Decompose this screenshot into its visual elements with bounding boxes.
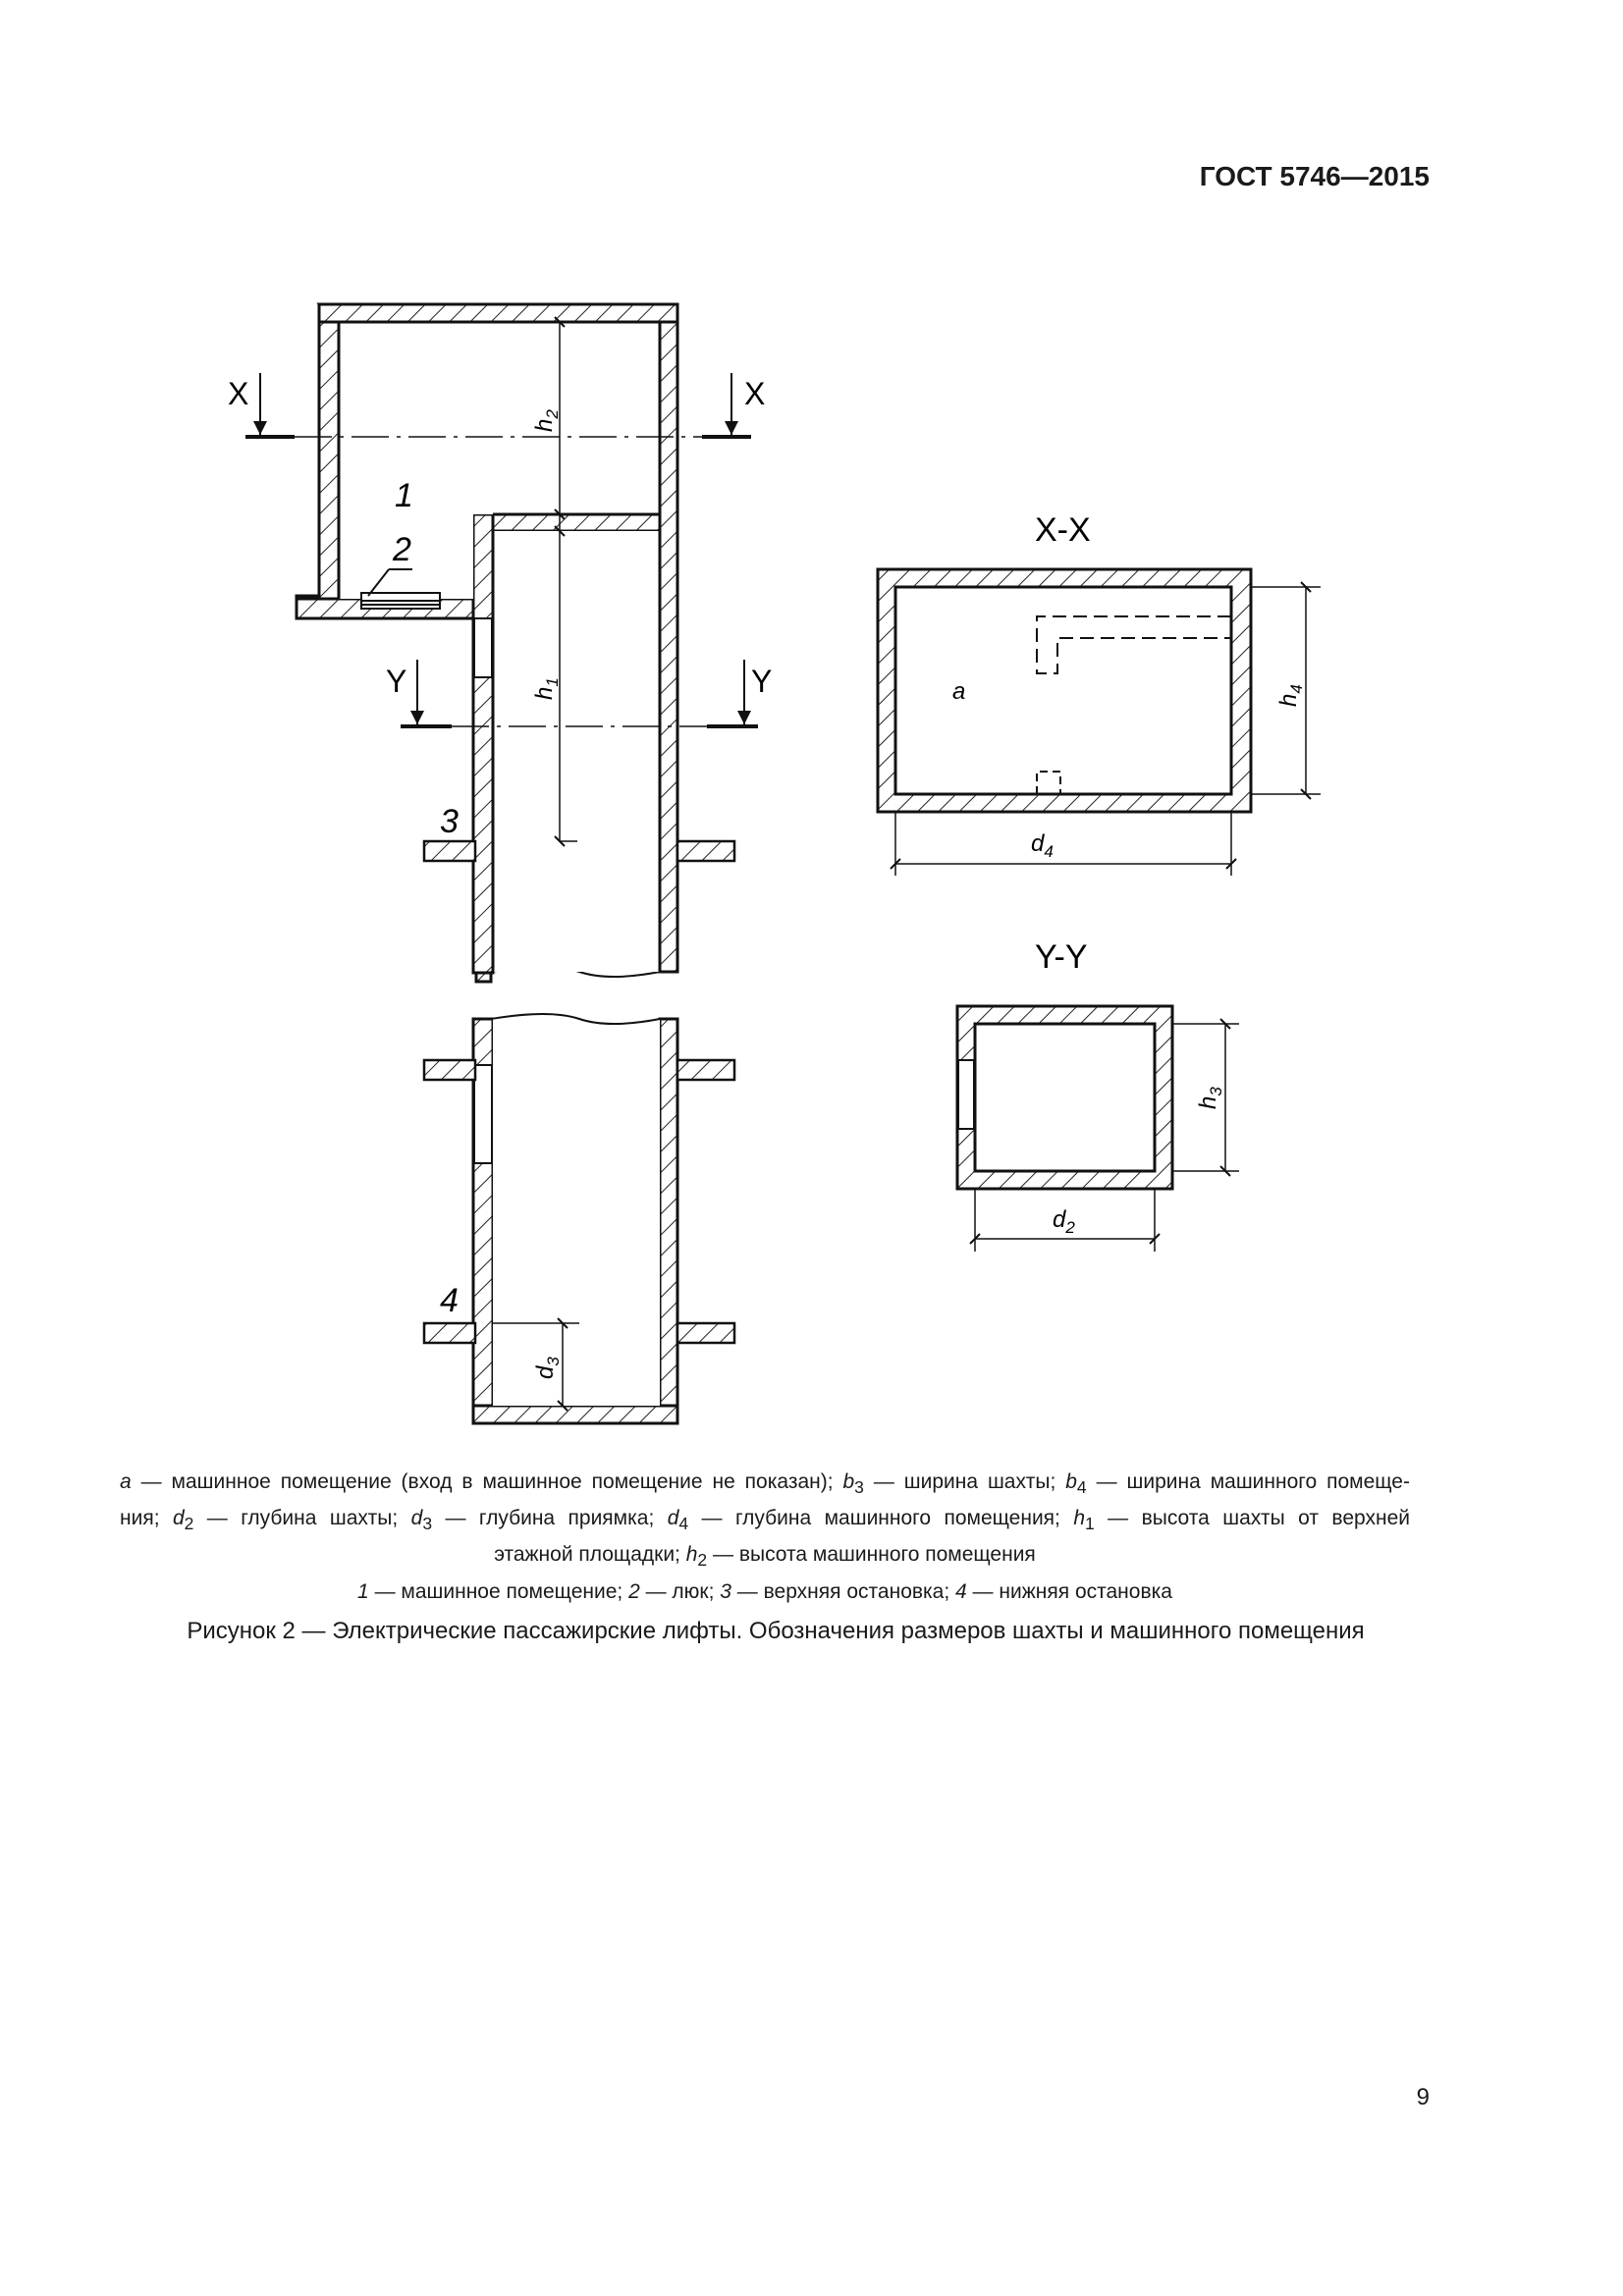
mr-top-wall: [319, 304, 677, 322]
section-yy-title: Y-Y: [1035, 938, 1088, 976]
mr-left-wall: [319, 322, 339, 599]
dim-h1-label: $h_1$: [531, 677, 562, 700]
section-xx: [878, 569, 1251, 812]
door-opening-lower: [474, 1065, 492, 1163]
stop4-left-slab: [424, 1323, 475, 1343]
stop3-left-slab: [424, 841, 475, 861]
mid-right-slab: [677, 1060, 734, 1080]
section-x-right-label: X: [744, 376, 766, 411]
dim-d4-label: $d_4$: [1031, 830, 1054, 861]
mid-left-slab: [424, 1060, 475, 1080]
stop3-right-slab: [677, 841, 734, 861]
pit-inner: [493, 1019, 660, 1406]
shaft-right-wall-lower: [660, 1019, 677, 1423]
figure-legend: [120, 1467, 1410, 1607]
dim-h3-label: $h_3$: [1195, 1087, 1225, 1109]
room-a-label: a: [952, 678, 966, 705]
section-y-left-label: Y: [386, 664, 407, 699]
item-3-label: 3: [440, 803, 459, 840]
mr-right-wall: [660, 322, 677, 972]
item-1-label: 1: [395, 477, 413, 514]
shaft-left-wall-upper: [473, 514, 493, 973]
legend-line-3: этажной площадки; $h_2$ — высота машинного помещения: [494, 1543, 1036, 1571]
yy-door-opening: [958, 1060, 974, 1129]
legend-line-4: 1 — машинное помещение; 2 — люк; 3 — верхняя остановка; 4 — нижняя остановка: [357, 1579, 1172, 1603]
hatch-opening-redraw: [361, 593, 440, 601]
door-opening-upper: [474, 618, 492, 677]
section-xx-title: X-X: [1035, 511, 1091, 549]
dim-h4-label: $h_4$: [1275, 684, 1306, 707]
section-x-left-label: X: [228, 376, 249, 411]
standard-number: ГОСТ 5746—2015: [1199, 161, 1430, 191]
figure-caption: Рисунок 2 — Электрические пассажирские лифты. Обозначения размеров шахты и машинного помещения: [187, 1618, 1365, 1644]
legend-line-2: ния; $d_2$ — глубина шахты; $d_3$ — глубина приямка; $d_4$ — глубина машинного помещения; $h_1$ — высота шахты от верхней: [120, 1507, 1410, 1534]
pit-floor: [473, 1406, 677, 1423]
stop4-right-slab: [677, 1323, 734, 1343]
section-yy: [957, 1006, 1172, 1189]
legend-line-1: a — машинное помещение (вход в машинное помещение не показан); $b_3$ — ширина шахты; $b_4$ — ширина машинного помеще-: [120, 1470, 1410, 1498]
mr-floor-slab: [473, 514, 660, 531]
dim-d2-label: $d_2$: [1053, 1206, 1075, 1237]
section-y-right-label: Y: [751, 664, 773, 699]
dim-d3-label: $d_3$: [532, 1357, 563, 1379]
item-4-label: 4: [440, 1282, 459, 1319]
dim-h2-label: $h_2$: [531, 409, 562, 432]
item-2-label: 2: [393, 531, 411, 568]
page-number: 9: [1416, 2084, 1430, 2110]
